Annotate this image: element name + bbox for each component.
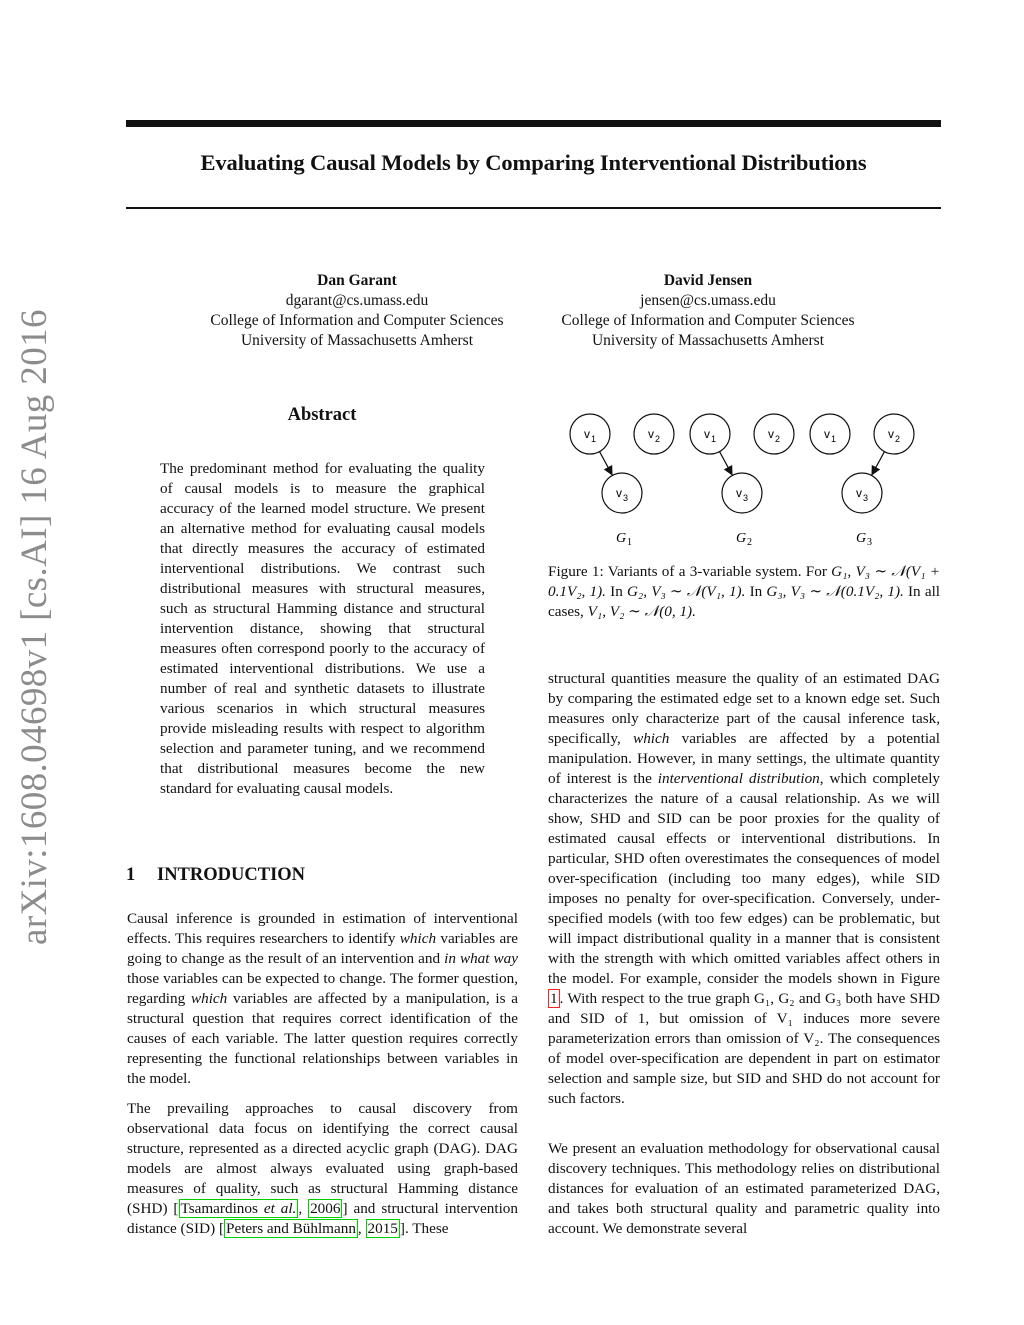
emphasis: which [190, 990, 228, 1007]
graph-edge [600, 452, 612, 475]
text-run: structural quantities measure the quality of an estimated DAG by comparing the estimated edge set to a known edge set. Such measures only characterize part of the causal inference task, specifically, [548, 670, 940, 747]
graph-label: G [616, 531, 627, 546]
text-run: variables are going to change as the result of an intervention and [127, 930, 518, 967]
text-run: Causal inference is grounded in estimation of interventional effects. This requires researchers to identify [127, 910, 518, 947]
title-rule-top [126, 120, 941, 127]
emphasis: which [633, 730, 670, 747]
graph-edge [872, 452, 884, 475]
node-subscript: 2 [895, 434, 901, 444]
paper-title: Evaluating Causal Models by Comparing Interventional Distributions [200, 150, 867, 175]
abstract-heading: Abstract [287, 405, 357, 425]
author-block-1 [177, 271, 537, 351]
node-subscript: 1 [831, 434, 837, 444]
text-run: ] and structural intervention distance (SID) [ [127, 1200, 518, 1237]
emphasis: which [399, 930, 437, 947]
figure-1-caption: Figure 1: Variants of a 3-variable system. For G₁, V₃ ∼ 𝒩(V₁ + 0.1V₂, 1). In G₂, V₃ ∼ 𝒩(V₁, 1). In G₃, V₃ ∼ 𝒩(0.1V₂, 1). In all cases, V₁, V₂ ∼ 𝒩(0, 1). [548, 563, 941, 620]
right-paragraph-1 [548, 669, 940, 1109]
node-subscript: 2 [775, 434, 781, 444]
author-univ: University of Massachusetts Amherst [240, 332, 474, 349]
graph-node [810, 414, 850, 454]
graph-node [602, 473, 642, 513]
graph-label: G [736, 531, 747, 546]
node-label: v [648, 427, 654, 441]
author-dept: College of Information and Computer Sciences [561, 312, 855, 329]
graph-label-subscript: 1 [627, 537, 632, 548]
author-email: jensen@cs.umass.edu [640, 292, 776, 309]
text-run: ]. These [399, 1220, 449, 1237]
graph-node [842, 473, 882, 513]
emphasis: in what way [444, 950, 518, 967]
graph-node [754, 414, 794, 454]
arxiv-identifier: arXiv:1608.04698v1 [cs.AI] 16 Aug 2016 [14, 309, 55, 945]
author-email: dgarant@cs.umass.edu [285, 292, 429, 309]
graph-label-subscript: 3 [867, 537, 872, 548]
intro-paragraph-2: The prevailing approaches to causal discovery from observational data focus on identifying the correct causal structure, represented as a directed acyclic graph (DAG). DAG models are almost always evaluated using graph-based measures of quality, such as structural Hamming distance (SHD) [ Tsamardinos et al. , 2006 ] and structural intervention distance (SID) [ Peters and Bühlmann , 2015 ]. These [127, 1100, 518, 1237]
graph-node [722, 473, 762, 513]
section-number: 1 [126, 865, 136, 885]
citation-link-tsamardinos[interactable]: Tsamardinos et al. [180, 1200, 297, 1217]
graph-label-subscript: 2 [747, 537, 752, 548]
node-label: v [824, 427, 830, 441]
node-label: v [768, 427, 774, 441]
citation-year-link[interactable]: 2015 [367, 1220, 398, 1237]
node-label: v [584, 427, 590, 441]
node-subscript: 3 [743, 493, 749, 503]
abstract-text: The predominant method for evaluating the quality of causal models is to measure the graphical accuracy of the learned model structure. We present an alternative method for evaluating causal models that directly measures the accuracy of estimated interventional distributions. We contrast such distributional measures with structural measures, such as structural Hamming distance and structural intervention distance, showing that structural measures often correspond poorly to the accuracy of estimated interventional distributions. We use a number of real and synthetic datasets to illustrate various scenarios in which structural measures provide misleading results with respect to algorithm selection and parameter tuning, and we recommend that distributional measures become the new standard for evaluating causal models. [160, 460, 485, 797]
section-heading [126, 865, 305, 886]
node-label: v [704, 427, 710, 441]
node-label: v [736, 486, 742, 500]
right-paragraph-2: We present an evaluation methodology for observational causal discovery techniques. This methodology relies on distributional distances for evaluation of an estimated parameterized DAG, and takes both structural quality and parametric quality into account. We demonstrate several [548, 1140, 940, 1237]
text-run: variables are affected by a potential manipulation. However, in many settings, the ultimate quantity of interest is the [548, 730, 940, 787]
section-title: INTRODUCTION [157, 865, 306, 885]
node-label: v [856, 486, 862, 500]
author-name: Dan Garant [317, 272, 397, 289]
graph-node [634, 414, 674, 454]
author-univ: University of Massachusetts Amherst [591, 332, 825, 349]
figure-1-graphs [548, 396, 940, 556]
graph-edge [720, 452, 732, 475]
text-run: those variables can be expected to change. The former question, regarding [127, 970, 518, 1007]
author-block-2 [528, 271, 888, 351]
graph-node [570, 414, 610, 454]
node-label: v [888, 427, 894, 441]
citation-link-peters[interactable]: Peters and Bühlmann [226, 1220, 356, 1237]
graph-node [690, 414, 730, 454]
graph-label: G [856, 531, 867, 546]
text-run: , which completely characterizes the nature of a causal relationship. As we will show, SHD and SID can be poor proxies for the quality of estimated causal effects or interventional distributions. In particular, SHD often overestimates the consequences of model over-specification (including too many edges), while SID imposes no penalty for over-specification. Conversely, under-specified models (with too few edges) can be problematic, but will impact distributional quality in a manner that is consistent with the strength with which omitted variables affect others in the model. For example, consider the models shown in Figure [548, 770, 941, 987]
emphasis: interventional distribution [657, 770, 820, 787]
author-name: David Jensen [663, 272, 753, 289]
node-subscript: 3 [863, 493, 869, 503]
citation-year-link[interactable]: 2006 [310, 1200, 341, 1217]
intro-paragraph-1 [127, 909, 518, 1089]
title-rule-bottom [126, 207, 941, 209]
text-run: variables are affected by a manipulation, is a structural question that requires correct identification of the causes of each variable. The latter question requires correctly representing the functional relationships between variables in the model. [127, 990, 519, 1087]
text-run: . With respect to the true graph G₁, G₂ and G₃ both have SHD and SID of 1, but omission of V₁ induces more severe parameterization errors than omission of V₂. The consequences of model over-specification are dependent in part on estimator selection and sample size, but SID and SHD do not account for such factors. [548, 990, 940, 1107]
node-subscript: 1 [711, 434, 717, 444]
node-subscript: 2 [655, 434, 661, 444]
node-label: v [616, 486, 622, 500]
graph-node [874, 414, 914, 454]
author-dept: College of Information and Computer Sciences [210, 312, 504, 329]
figure-reference-link[interactable]: 1 [550, 990, 558, 1007]
text-run: The prevailing approaches to causal discovery from observational data focus on identifying the correct causal structure, represented as a directed acyclic graph (DAG). DAG models are almost always evaluated using graph-based measures of quality, such as structural Hamming distance (SHD) [ [127, 1100, 518, 1217]
node-subscript: 3 [623, 493, 629, 503]
node-subscript: 1 [591, 434, 597, 444]
